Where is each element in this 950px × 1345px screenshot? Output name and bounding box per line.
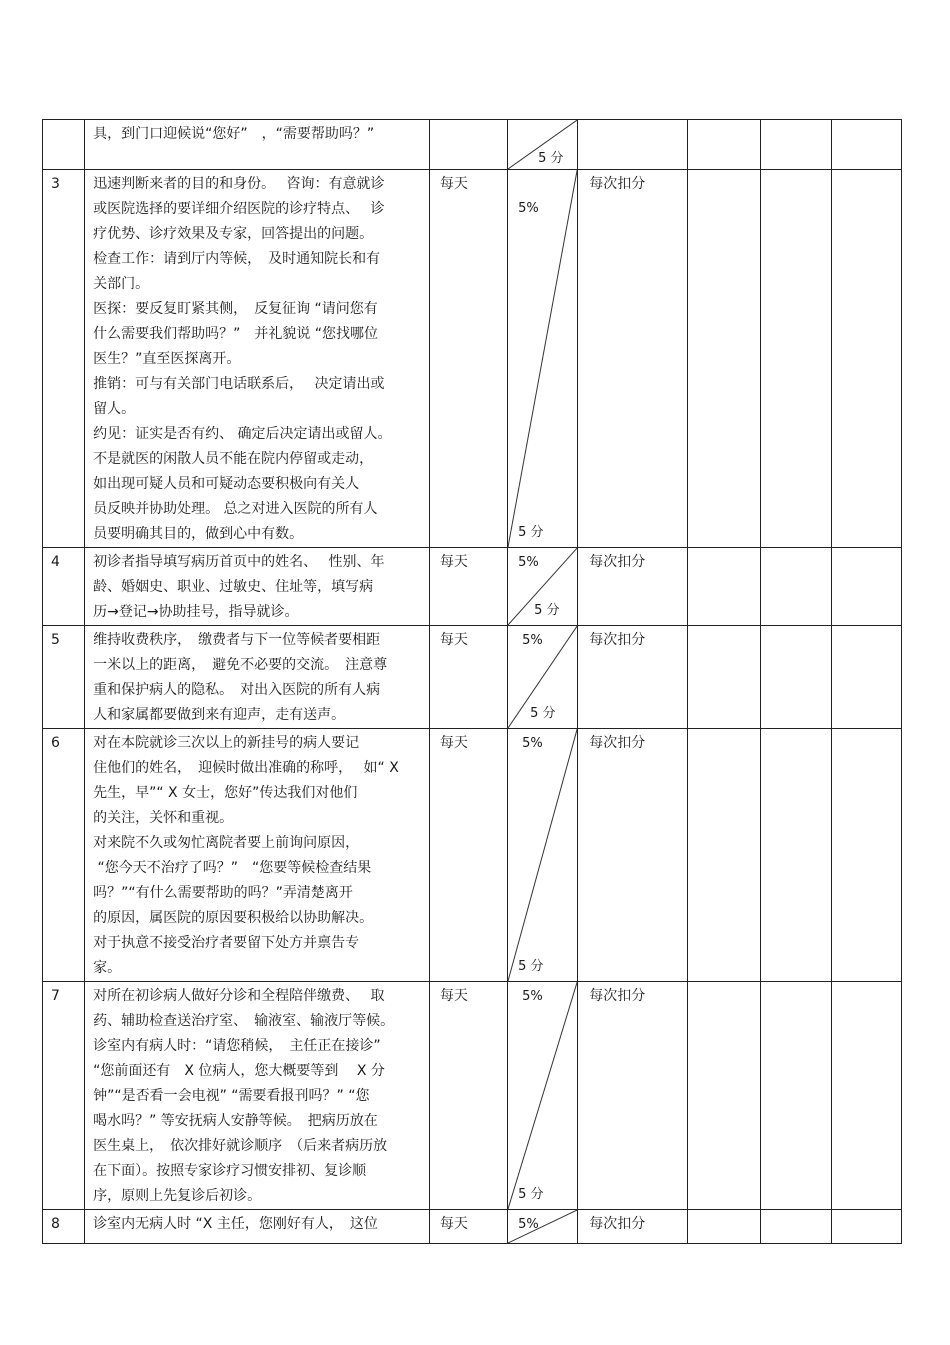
score-percent: 5% [522, 633, 543, 648]
score-points: 5 分 [518, 525, 544, 540]
score-percent: 5% [518, 201, 539, 216]
score-points: 5 分 [534, 603, 560, 618]
description-line: 重和保护病人的隐私。 对出入医院的所有人病 [93, 682, 381, 698]
description-line: 医探：要反复盯紧其侧， 反复征询 “请问您有 [93, 301, 378, 317]
description-line: 对所在初诊病人做好分诊和全程陪伴缴费、 取 [93, 988, 385, 1004]
diagonal-divider [508, 982, 577, 1209]
description-line: 人和家属都要做到来有迎声，走有送声。 [93, 707, 346, 723]
deduction-cell: 每次扣分 [578, 982, 688, 1210]
deduction-cell [578, 120, 688, 170]
description-line: 吗？”“有什么需要帮助的吗？”弄清楚离开 [93, 885, 353, 901]
deduction-cell: 每次扣分 [578, 170, 688, 548]
table-row [43, 120, 902, 170]
empty-evaluation-cell [831, 548, 901, 626]
description-line: 对在本院就诊三次以上的新挂号的病人要记 [93, 735, 360, 751]
deduction-cell: 每次扣分 [578, 626, 688, 729]
diagonal-divider [508, 170, 577, 547]
description-line: 或医院选择的要详细介绍医院的诊疗特点、 诊 [93, 201, 385, 217]
description-line: 员反映并协助处理。 总之对进入医院的所有人 [93, 501, 378, 517]
item-number: 7 [43, 982, 85, 1210]
evaluation-table [42, 119, 902, 1244]
item-description [85, 170, 430, 548]
score-cell [508, 170, 578, 548]
description-line: 医生？”直至医探离开。 [93, 351, 241, 367]
deduction-cell: 每次扣分 [578, 729, 688, 982]
score-cell [508, 548, 578, 626]
table-row [43, 982, 902, 1210]
empty-evaluation-cell [831, 729, 901, 982]
score-percent: 5% [522, 989, 543, 1004]
description-line: “您今天不治疗了吗？” “您要等候检查结果 [93, 860, 372, 876]
table-row [43, 729, 902, 982]
empty-evaluation-cell [831, 626, 901, 729]
score-points: 5 分 [518, 959, 544, 974]
deduction-cell: 每次扣分 [578, 1210, 688, 1244]
description-line: 的关注，关怀和重视。 [93, 810, 234, 826]
score-points: 5 分 [530, 706, 556, 721]
item-number [43, 120, 85, 170]
empty-evaluation-cell [760, 729, 831, 982]
description-line: 诊室内有病人时：“请您稍候， 主任正在接诊” [93, 1038, 381, 1054]
description-line: 约见：证实是否有约、 确定后决定请出或留人。 [93, 426, 392, 442]
description-line: 推销：可与有关部门电话联系后， 决定请出或 [93, 376, 385, 392]
table-row [43, 626, 902, 729]
empty-evaluation-cell [760, 120, 831, 170]
empty-evaluation-cell [760, 548, 831, 626]
description-line: 钟”“是否看一会电视” “需要看报刊吗？” “您 [93, 1088, 370, 1104]
description-line: 关部门。 [93, 276, 150, 292]
score-percent: 5% [522, 736, 543, 751]
empty-evaluation-cell [688, 170, 760, 548]
empty-evaluation-cell [688, 729, 760, 982]
description-line: 住他们的姓名， 迎候时做出准确的称呼， 如“ X [93, 760, 399, 776]
frequency-cell: 每天 [429, 626, 507, 729]
item-number: 3 [43, 170, 85, 548]
empty-evaluation-cell [760, 170, 831, 548]
description-line: 龄、婚姻史、职业、过敏史、住址等，填写病 [93, 579, 374, 595]
score-cell [508, 120, 578, 170]
description-line: 什么需要我们帮助吗？” 并礼貌说 “您找哪位 [93, 326, 379, 342]
score-percent: 5% [518, 1217, 539, 1232]
score-percent: 5% [518, 555, 539, 570]
frequency-cell: 每天 [429, 729, 507, 982]
empty-evaluation-cell [688, 120, 760, 170]
description-line: 疗优势、诊疗效果及专家，回答提出的问题。 [93, 226, 374, 242]
description-line: 医生桌上， 依次排好就诊顺序 （后来者病历放 [93, 1138, 388, 1154]
empty-evaluation-cell [831, 170, 901, 548]
empty-evaluation-cell [831, 982, 901, 1210]
deduction-cell: 每次扣分 [578, 548, 688, 626]
description-line: 喝水吗？” 等安抚病人安静等候。 把病历放在 [93, 1113, 378, 1129]
empty-evaluation-cell [688, 626, 760, 729]
diagonal-divider [508, 729, 577, 981]
description-line: 检查工作：请到厅内等候， 及时通知院长和有 [93, 251, 381, 267]
description-line: “您前面还有 X 位病人，您大概要等到 X 分 [93, 1063, 385, 1079]
description-line: 如出现可疑人员和可疑动态要积极向有关人 [93, 476, 360, 492]
description-line: 具，到门口迎候说“您好” ，“需要帮助吗？” [93, 126, 375, 142]
frequency-cell: 每天 [429, 170, 507, 548]
item-number: 8 [43, 1210, 85, 1244]
item-description [85, 729, 430, 982]
item-number: 5 [43, 626, 85, 729]
frequency-cell: 每天 [429, 548, 507, 626]
description-line: 序，原则上先复诊后初诊。 [93, 1188, 262, 1204]
description-line: 在下面）。按照专家诊疗习惯安排初、复诊顺 [93, 1163, 367, 1179]
item-number: 4 [43, 548, 85, 626]
description-line: 维持收费秩序， 缴费者与下一位等候者要相距 [93, 632, 381, 648]
frequency-cell: 每天 [429, 1210, 507, 1244]
description-line: 诊室内无病人时 “X 主任，您刚好有人， 这位 [93, 1216, 378, 1232]
empty-evaluation-cell [831, 1210, 901, 1244]
empty-evaluation-cell [688, 1210, 760, 1244]
empty-evaluation-cell [760, 982, 831, 1210]
score-cell [508, 1210, 578, 1244]
description-line: 家。 [93, 960, 122, 976]
item-description [85, 626, 430, 729]
description-line: 先生，早”“ X 女士，您好”传达我们对他们 [93, 785, 358, 801]
description-line: 历→登记→协助挂号，指导就诊。 [93, 604, 299, 620]
description-line: 不是就医的闲散人员不能在院内停留或走动， [93, 451, 374, 467]
description-line: 对于执意不接受治疗者要留下处方并禀告专 [93, 935, 360, 951]
item-description [85, 982, 430, 1210]
empty-evaluation-cell [760, 626, 831, 729]
table-row [43, 170, 902, 548]
score-cell [508, 626, 578, 729]
score-points: 5 分 [538, 151, 564, 166]
score-points: 5 分 [518, 1187, 544, 1202]
description-line: 迅速判断来者的目的和身份。 咨询：有意就诊 [93, 176, 385, 192]
description-line: 员要明确其目的，做到心中有数。 [93, 526, 304, 542]
item-number: 6 [43, 729, 85, 982]
empty-evaluation-cell [760, 1210, 831, 1244]
item-description [85, 120, 430, 170]
item-description [85, 548, 430, 626]
description-line: 一米以上的距离， 避免不必要的交流。 注意尊 [93, 657, 388, 673]
item-description [85, 1210, 430, 1244]
description-line: 的原因，属医院的原因要积极给以协助解决。 [93, 910, 374, 926]
score-cell [508, 729, 578, 982]
description-line: 初诊者指导填写病历首页中的姓名、 性别、年 [93, 554, 385, 570]
empty-evaluation-cell [688, 982, 760, 1210]
score-cell [508, 982, 578, 1210]
description-line: 对来院不久或匆忙离院者要上前询问原因， [93, 835, 360, 851]
frequency-cell [429, 120, 507, 170]
frequency-cell: 每天 [429, 982, 507, 1210]
table-row [43, 548, 902, 626]
description-line: 留人。 [93, 401, 136, 417]
description-line: 药、辅助检查送治疗室、 输液室、输液厅等候。 [93, 1013, 395, 1029]
table-row [43, 1210, 902, 1244]
empty-evaluation-cell [688, 548, 760, 626]
empty-evaluation-cell [831, 120, 901, 170]
